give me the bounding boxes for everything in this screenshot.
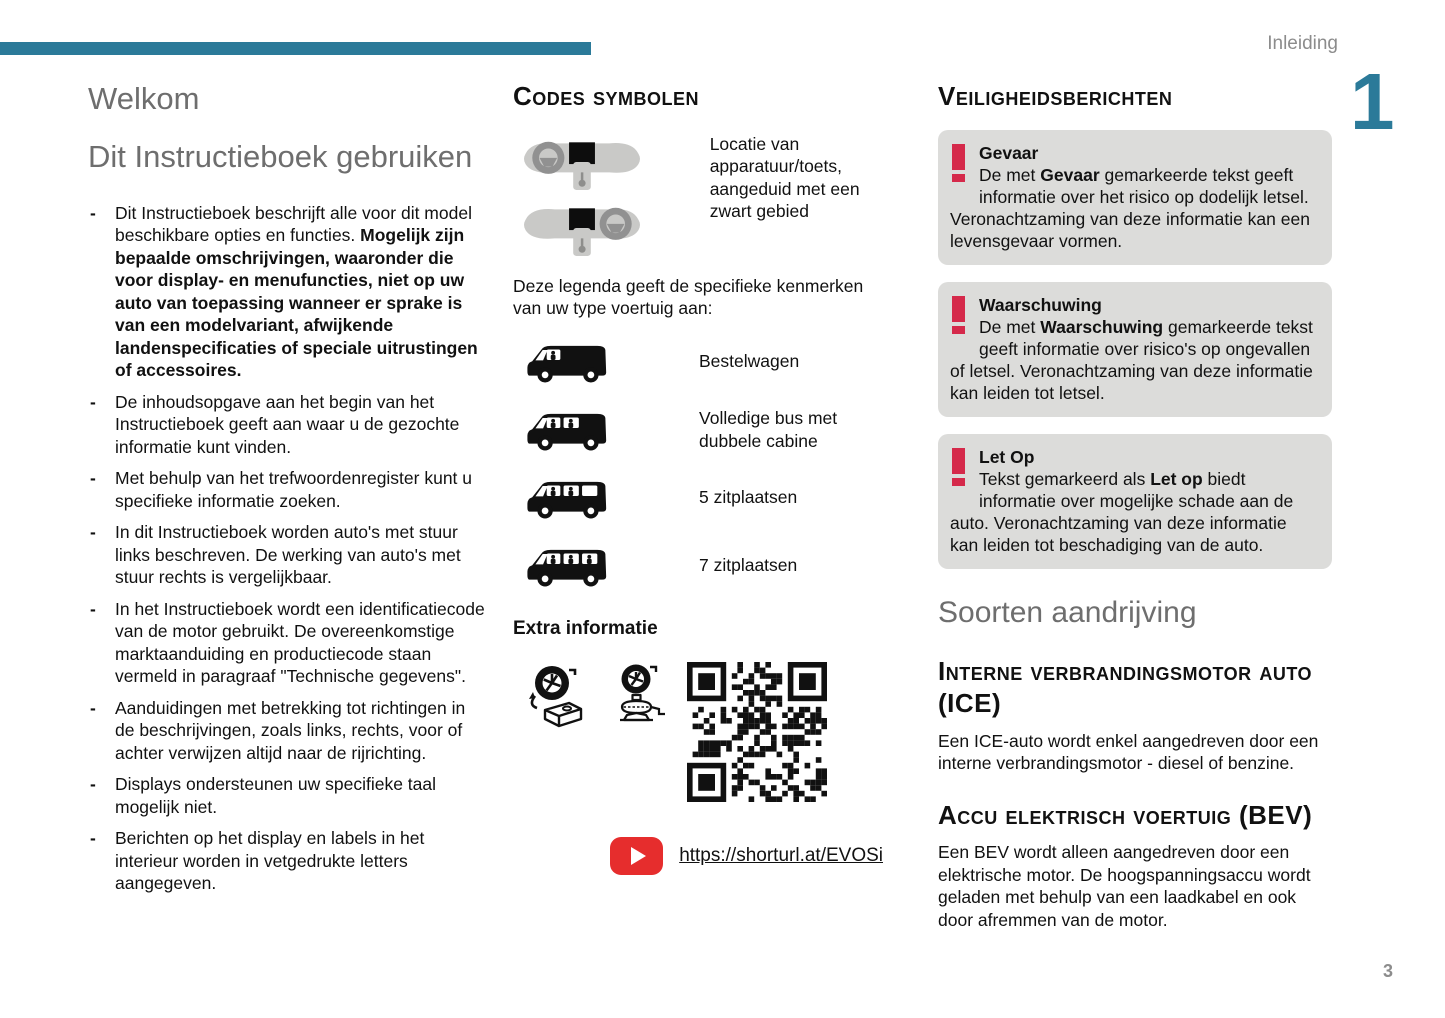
alert-body: De met Waarschuwing gemarkeerde tekst geeft informatie over risico's op ongevallen of letsel. Veronachtzaming van deze informatie kan leiden tot letsel.	[950, 316, 1313, 403]
dashboard-icons	[517, 133, 648, 257]
list-item: - In het Instructieboek wordt een identificatiecode van de motor gebruikt. De overeenkomstige marktaanduiding en productiecode staan vermeld in paragraaf "Technische gegevens".	[88, 598, 486, 688]
ice-heading: Interne verbrandingsmotor auto (ICE)	[938, 655, 1313, 718]
play-triangle-icon	[631, 847, 646, 865]
bev-heading: Accu elektrisch voertuig (BEV)	[938, 799, 1313, 830]
vehicle-legend-row	[513, 540, 883, 592]
exclamation-icon	[952, 448, 966, 488]
usage-subtitle: Dit Instructieboek gebruiken	[88, 138, 473, 174]
extra-info-row	[513, 662, 883, 807]
middle-column	[513, 78, 883, 875]
codes-heading: Codes symbolen	[513, 81, 700, 111]
tire-jack-icon	[605, 662, 677, 732]
page-number: 3	[1382, 961, 1393, 981]
van-5-seats-icon	[525, 474, 615, 522]
vehicle-label: 5 zitplaatsen	[699, 487, 798, 508]
bev-body: Een BEV wordt alleen aangedreven door een elektrische motor. De hoogspanningsaccu wordt geladen met behulp van een laadkabel en ook door afremmen van de motor.	[938, 842, 1311, 930]
list-item: - Met behulp van het trefwoordenregister kunt u specifieke informatie zoeken.	[88, 467, 486, 512]
exclamation-icon	[952, 144, 966, 184]
dashboard-steering-left-icon	[517, 133, 647, 191]
van-double-cab-icon	[525, 406, 615, 454]
left-column	[88, 78, 486, 904]
alert-title: Waarschuwing	[979, 294, 1102, 315]
qr-code	[687, 662, 827, 807]
symbol-location-caption: Locatie van apparatuur/toets, aangeduid met een zwart gebied	[709, 133, 860, 221]
video-link[interactable]: https://shorturl.at/EVOSi	[679, 844, 883, 866]
youtube-icon[interactable]	[610, 837, 663, 875]
alert-body: De met Gevaar gemarkeerde tekst geeft informatie over het risico op dodelijk letsel. Veronachtzaming van deze informatie kan een levensgevaar vormen.	[950, 164, 1310, 251]
vehicle-legend-row	[513, 336, 883, 388]
caution-box	[938, 434, 1332, 569]
safety-heading: Veiligheidsberichten	[938, 81, 1173, 111]
legend-intro: Deze legenda geeft de specifieke kenmerken van uw type voertuig aan:	[513, 275, 864, 318]
list-item: - Dit Instructieboek beschrijft alle voor dit model beschikbare opties en functies. Mogelijk zijn bepaalde omschrijvingen, waaronder die voor display- en menufuncties, niet op uw auto van toepassing wanneer er sprake is van een modelvariant, afwijkende landenspecificaties of speciale uitrustingen of accessoires.	[88, 202, 486, 382]
list-item: - Aanduidingen met betrekking tot richtingen in de beschrijvingen, zoals links, rechts, voor of achter verwijzen altijd naar de rijrichting.	[88, 697, 486, 765]
exclamation-icon	[952, 296, 966, 336]
van-bestelwagen-icon	[525, 338, 615, 386]
list-item: - De inhoudsopgave aan het begin van het Instructieboek geeft aan waar u de gezochte informatie kunt vinden.	[88, 391, 486, 459]
qr-code-icon	[687, 662, 827, 802]
list-item: - Displays ondersteunen uw specifieke taal mogelijk niet.	[88, 773, 486, 818]
vehicle-label: 7 zitplaatsen	[699, 555, 798, 576]
warning-box	[938, 282, 1332, 417]
dashboard-steering-right-icon	[517, 199, 647, 257]
welcome-title: Welkom	[88, 81, 200, 116]
vehicle-legend-row	[513, 472, 883, 524]
video-row	[610, 837, 883, 875]
vehicle-legend-row	[513, 404, 883, 456]
danger-box	[938, 130, 1332, 265]
right-column	[938, 78, 1332, 931]
symbol-location-row	[513, 133, 883, 257]
vehicle-label: Volledige bus met dubbele cabine	[699, 408, 838, 451]
alert-title: Gevaar	[979, 142, 1039, 163]
drivetrain-heading: Soorten aandrijving	[938, 595, 1197, 629]
intro-bullet-list	[88, 202, 486, 895]
van-7-seats-icon	[525, 542, 615, 590]
vehicle-label: Bestelwagen	[699, 351, 800, 372]
alert-title: Let Op	[979, 446, 1035, 467]
alert-body: Tekst gemarkeerd als Let op biedt informatie over mogelijke schade aan de auto. Veronachtzaming van deze informatie kan leiden tot beschadiging van de auto.	[950, 468, 1294, 555]
header-section-label: Inleiding	[1267, 33, 1338, 54]
list-item: - Berichten op het display en labels in het interieur worden in vetgedrukte letters aangegeven.	[88, 827, 486, 895]
header-accent-bar	[0, 42, 591, 55]
tire-icons	[523, 662, 677, 732]
ice-body: Een ICE-auto wordt enkel aangedreven door een interne verbrandingsmotor - diesel of benzine.	[938, 730, 1319, 773]
list-item: - In dit Instructieboek worden auto's met stuur links beschreven. De werking van auto's met stuur rechts is vergelijkbaar.	[88, 521, 486, 589]
extra-info-heading: Extra informatie	[513, 617, 658, 639]
tire-repair-kit-icon	[523, 662, 595, 732]
chapter-number: 1	[1350, 57, 1395, 146]
